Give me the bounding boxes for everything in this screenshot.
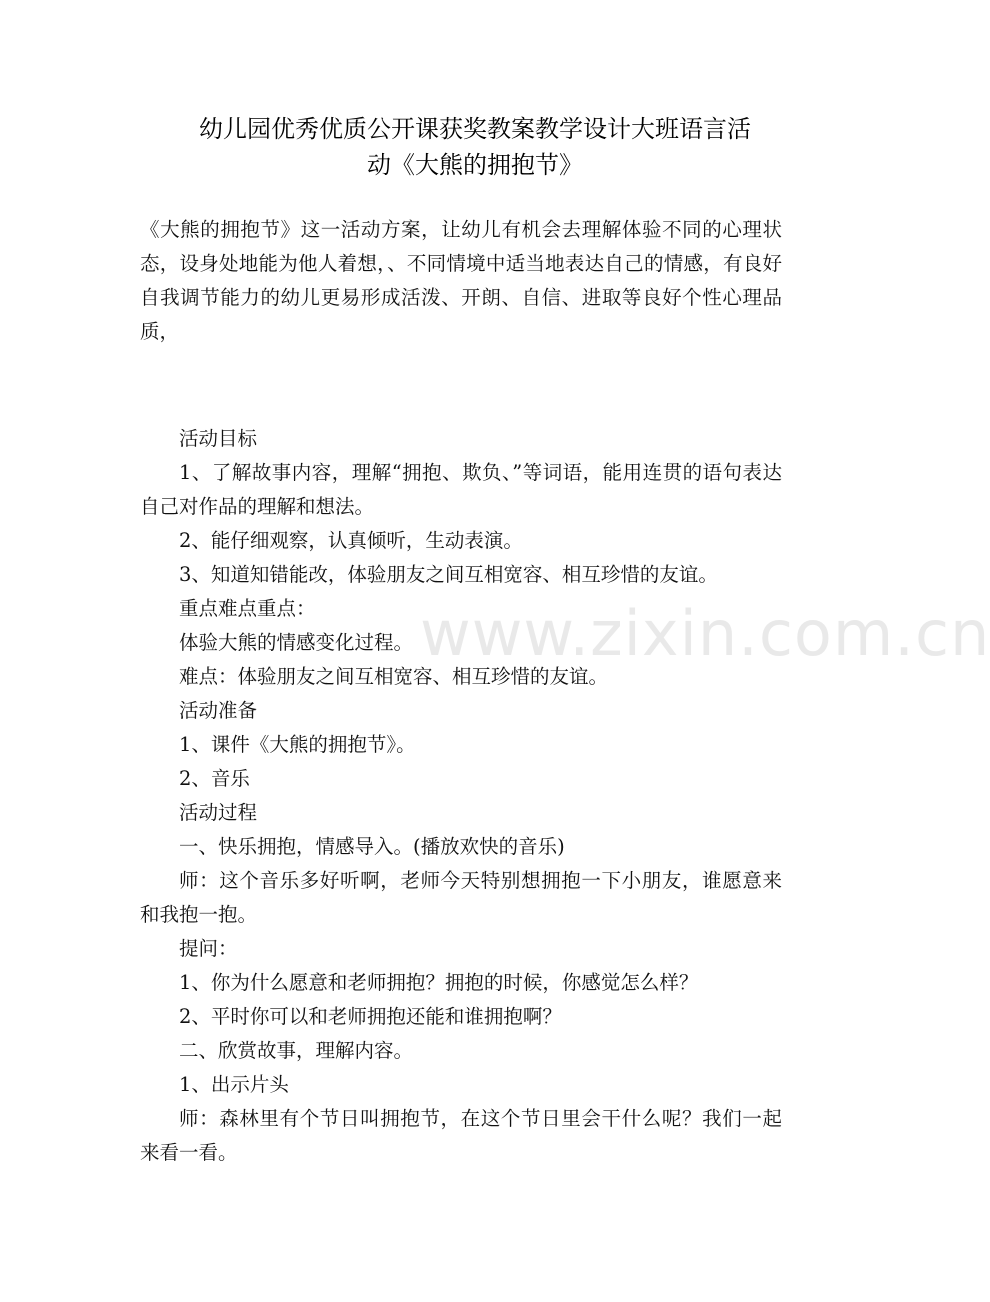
title-line-1: 幼儿园优秀优质公开课获奖教案教学设计大班语言活 [199,115,751,143]
paragraph: 体验大熊的情感变化过程。 [179,631,414,654]
paragraph: 2、能仔细观察，认真倾听，生动表演。 [179,529,523,552]
paragraph: 3、知道知错能改，体验朋友之间互相宽容、相互珍惜的友谊。 [179,563,718,586]
paragraph: 1、课件《大熊的拥抱节》。 [179,733,416,756]
title-line-2: 动《大熊的拥抱节》 [367,151,583,179]
paragraph: 2、音乐 [179,767,250,790]
paragraph: 一、快乐拥抱，情感导入。(播放欢快的音乐) [179,835,565,858]
watermark-text: www.zixin.com.cn [420,597,990,670]
paragraph: 重点难点重点： [179,597,316,620]
paragraph: 活动目标 [179,427,258,450]
paragraph: 师：这个音乐多好听啊，老师今天特别想拥抱一下小朋友，谁愿意来和我抱一抱。 [140,869,782,926]
paragraph: 1、了解故事内容，理解“拥抱、欺负、”等词语，能用连贯的语句表达自己对作品的理解和想法。 [140,461,782,518]
paragraph: 提问： [179,937,238,960]
paragraph: 难点：体验朋友之间互相宽容、相互珍惜的友谊。 [179,665,609,688]
paragraph: 活动准备 [179,699,258,722]
paragraph: 1、你为什么愿意和老师拥抱？拥抱的时候，你感觉怎么样？ [179,971,699,994]
document-title [150,111,800,183]
intro-paragraph: 《大熊的拥抱节》这一活动方案，让幼儿有机会去理解体验不同的心理状态，设身处地能为他人着想，、不同情境中适当地表达自己的情感，有良好自我调节能力的幼儿更易形成活泼、开朗、自信、进取等良好个性心理品质， [140,218,782,343]
paragraph: 二、欣赏故事，理解内容。 [179,1039,414,1062]
paragraph: 2、平时你可以和老师拥抱还能和谁拥抱啊？ [179,1005,562,1028]
paragraph: 活动过程 [179,801,258,824]
document-body [140,422,782,1170]
paragraph: 1、出示片头 [179,1073,289,1096]
paragraph: 师：森林里有个节日叫拥抱节，在这个节日里会干什么呢？我们一起来看一看。 [140,1107,782,1164]
